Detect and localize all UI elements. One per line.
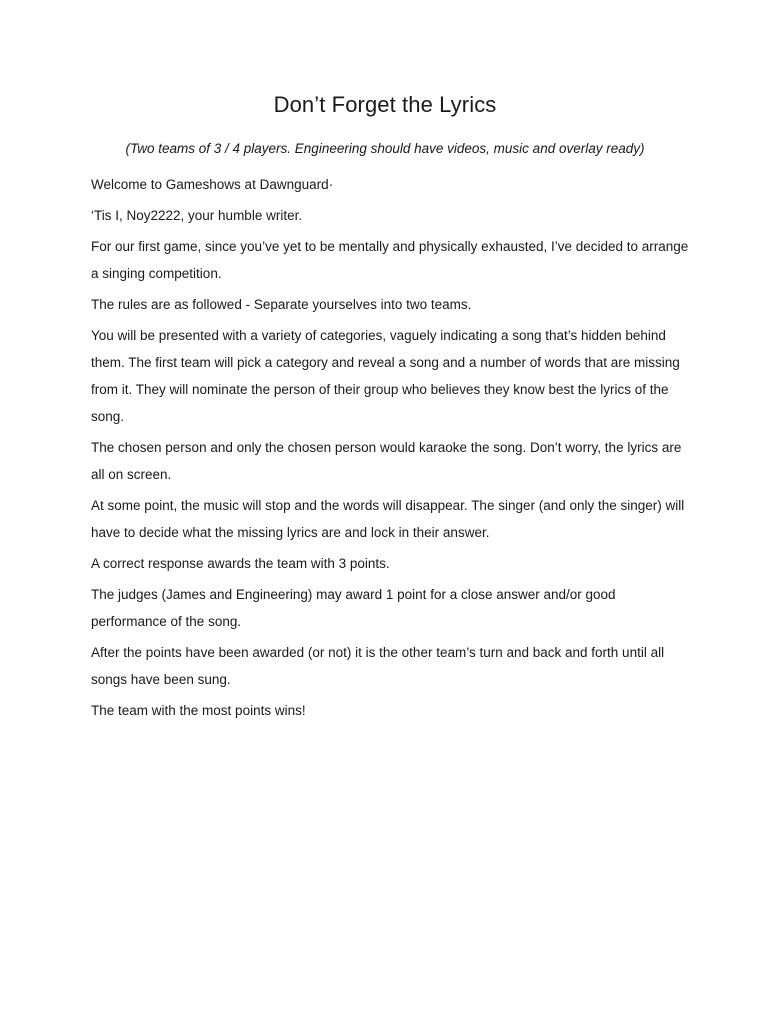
paragraph-music-stop: At some point, the music will stop and the words will disappear. The singer (and only the singer) will have to decide what the missing lyrics are and lock in their answer.	[91, 498, 685, 540]
paragraph-welcome: Welcome to Gameshows at Dawnguard·	[91, 177, 334, 192]
paragraph-correct-response: A correct response awards the team with 3 points.	[91, 556, 390, 571]
paragraph-categories: You will be presented with a variety of categories, vaguely indicating a song that’s hidden behind them. The first team will pick a category and reveal a song and a number of words that are missing from it. They will nominate the person of their group who believes they know best the lyrics of the song.	[91, 328, 680, 424]
paragraph-karaoke: The chosen person and only the chosen person would karaoke the song. Don’t worry, the lyrics are all on screen.	[91, 440, 682, 482]
document-title: Don’t Forget the Lyrics	[273, 92, 497, 117]
document-subtitle: (Two teams of 3 / 4 players. Engineering should have videos, music and overlay ready)	[125, 141, 645, 156]
paragraph-rules: The rules are as followed - Separate yourselves into two teams.	[91, 297, 472, 312]
paragraph-judges: The judges (James and Engineering) may award 1 point for a close answer and/or good performance of the song.	[91, 587, 616, 629]
paragraph-turns: After the points have been awarded (or not) it is the other team’s turn and back and forth until all songs have been sung.	[91, 645, 665, 687]
paragraph-first-game: For our first game, since you’ve yet to be mentally and physically exhausted, I’ve decided to arrange a singing competition.	[91, 239, 689, 281]
document-body	[91, 171, 691, 728]
paragraph-writer: ‘Tis I, Noy2222, your humble writer.	[91, 208, 303, 223]
paragraph-winner: The team with the most points wins!	[91, 703, 306, 718]
